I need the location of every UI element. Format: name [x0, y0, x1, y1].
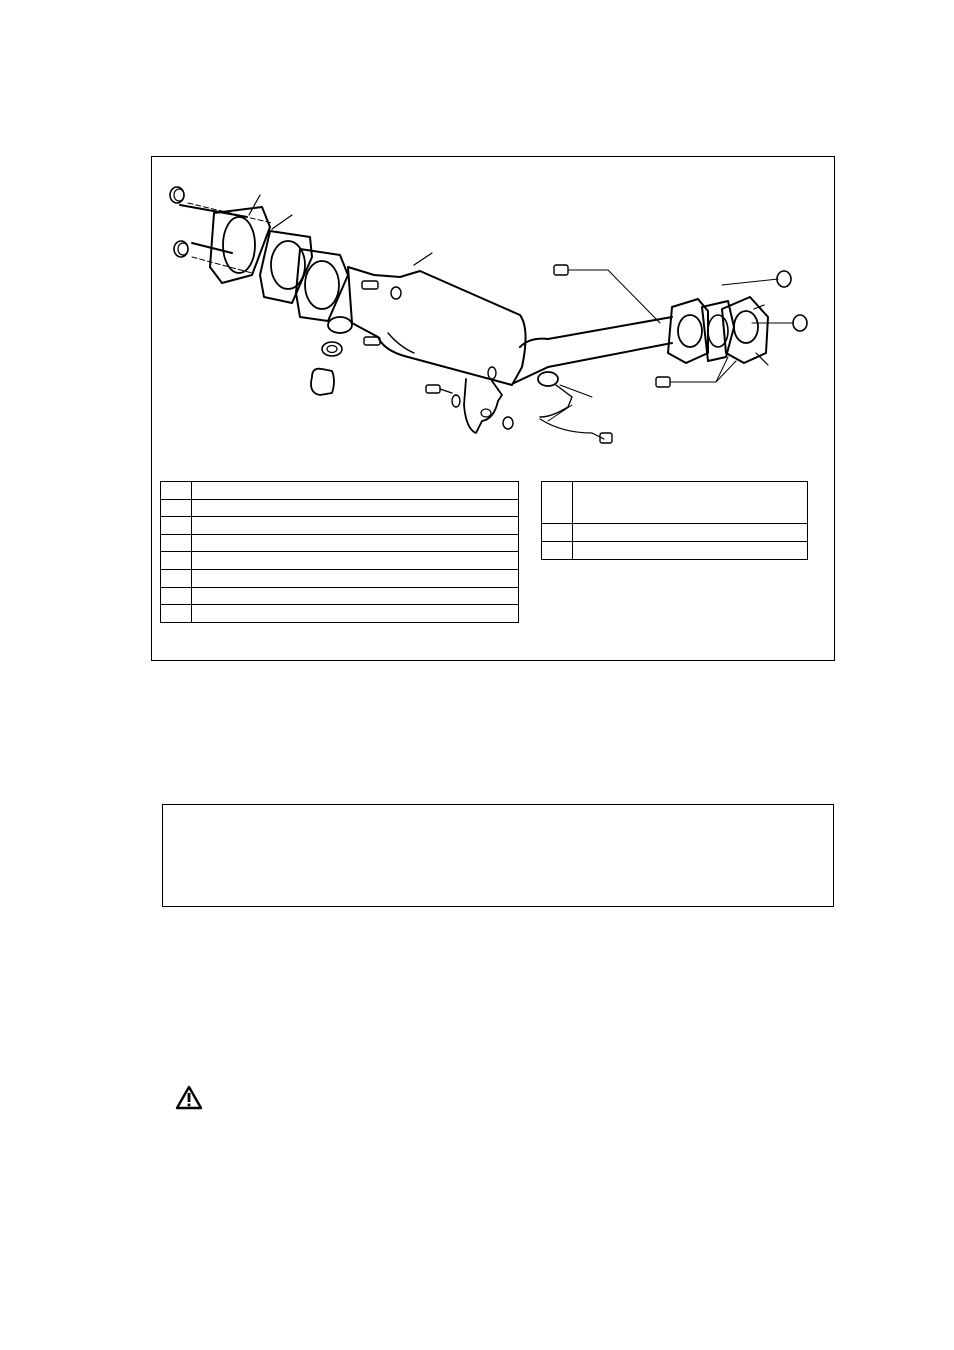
- flange-muffler: [722, 297, 768, 363]
- plug: [311, 369, 334, 395]
- legend-row: [542, 524, 808, 542]
- note-box: [162, 804, 834, 907]
- parts-legend-left: [160, 481, 519, 623]
- legend-row: [542, 482, 808, 524]
- legend-row: [161, 552, 519, 570]
- legend-row: [161, 587, 519, 605]
- exhaust-diagram-figure: [151, 156, 835, 661]
- nut-top-left: [170, 187, 184, 203]
- catalytic-converter: [348, 267, 526, 385]
- legend-row: [161, 499, 519, 517]
- legend-row: [161, 517, 519, 535]
- nut-mid-left: [174, 241, 188, 257]
- legend-row: [161, 534, 519, 552]
- legend-row: [161, 569, 519, 587]
- exhaust-system-diagram: [152, 157, 836, 477]
- legend-row: [161, 482, 519, 500]
- legend-row: [542, 542, 808, 560]
- oxygen-sensor-wire: [540, 419, 604, 439]
- bracket: [464, 379, 502, 433]
- parts-legend-right: [541, 481, 808, 560]
- warning-triangle-icon: [175, 1085, 203, 1110]
- legend-row: [161, 605, 519, 623]
